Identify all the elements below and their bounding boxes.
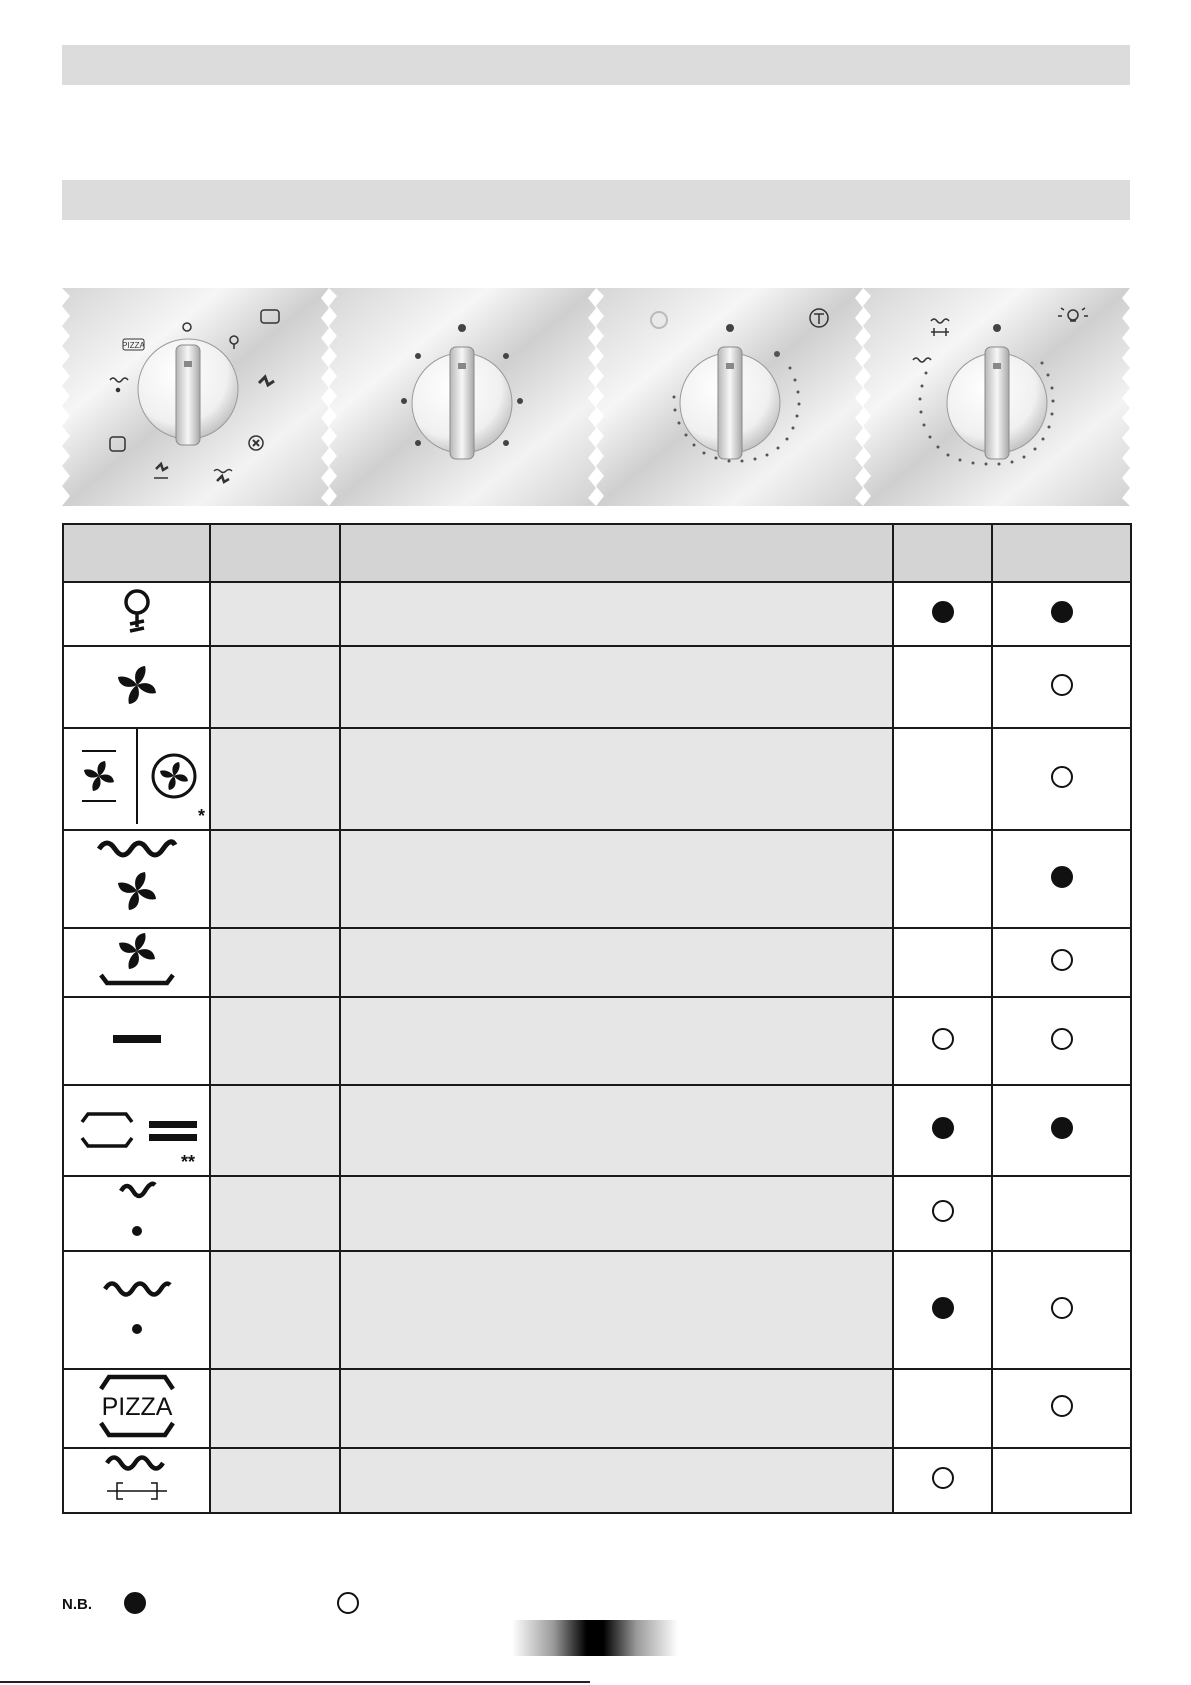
indicator-light-icon <box>651 312 667 328</box>
header-symbol <box>63 524 210 582</box>
header-col5 <box>992 524 1131 582</box>
pizza-label: PIZZA <box>101 1393 172 1421</box>
mark-empty <box>1051 1028 1073 1050</box>
mark-filled <box>932 1117 954 1139</box>
function-table <box>62 523 1132 1514</box>
mark-empty <box>1051 1297 1073 1319</box>
mark-empty <box>1051 949 1073 971</box>
control-panel-illustration <box>62 288 1130 506</box>
table-row <box>63 646 1131 728</box>
table-header-row <box>63 524 1131 582</box>
top-bottom-icon <box>64 1086 211 1170</box>
mark-empty <box>932 1028 954 1050</box>
small-grill-icon <box>107 1179 167 1243</box>
footnote-double-star: ** <box>181 1152 196 1170</box>
mark-empty <box>1051 1395 1073 1417</box>
table-row <box>63 1448 1131 1513</box>
fan-bar-and-ring-icon <box>64 729 211 824</box>
mark-empty <box>932 1200 954 1222</box>
fan-bottom-icon <box>97 929 177 991</box>
legend-note <box>62 1590 662 1620</box>
lamp-icon <box>117 586 157 638</box>
table-row <box>63 928 1131 997</box>
nb-label: N.B. <box>62 1596 92 1613</box>
mark-filled <box>932 1297 954 1319</box>
grill-frame-icon <box>97 1449 177 1507</box>
mark-filled <box>1051 866 1073 888</box>
table-row <box>63 1369 1131 1448</box>
legend-filled-dot <box>124 1592 146 1614</box>
header-description <box>340 524 893 582</box>
pizza-icon <box>95 1371 179 1441</box>
table-row <box>63 1251 1131 1369</box>
table-row <box>63 582 1131 646</box>
table-row <box>63 1085 1131 1176</box>
mark-filled <box>1051 601 1073 623</box>
legend-empty-dot <box>337 1592 359 1614</box>
page-number-tab <box>512 1620 678 1656</box>
header-function <box>210 524 340 582</box>
table-row <box>63 830 1131 928</box>
mark-empty <box>1051 674 1073 696</box>
mark-empty <box>1051 766 1073 788</box>
section-header-band-1 <box>62 45 1130 85</box>
table-row <box>63 728 1131 830</box>
fan-icon <box>115 663 159 707</box>
bottom-bar-icon <box>107 1029 167 1049</box>
table-row <box>63 997 1131 1085</box>
panel-pizza-label: PIZZA <box>122 341 145 350</box>
mark-filled <box>932 601 954 623</box>
table-row <box>63 1176 1131 1251</box>
header-col4 <box>893 524 992 582</box>
footnote-star: * <box>198 806 206 824</box>
large-grill-icon <box>99 1273 175 1343</box>
section-header-band-2 <box>62 180 1130 220</box>
control-panel-svg <box>62 288 1130 506</box>
mark-empty <box>932 1467 954 1489</box>
footer-rule <box>0 1681 590 1683</box>
mark-filled <box>1051 1117 1073 1139</box>
grill-fan-icon <box>95 837 179 917</box>
